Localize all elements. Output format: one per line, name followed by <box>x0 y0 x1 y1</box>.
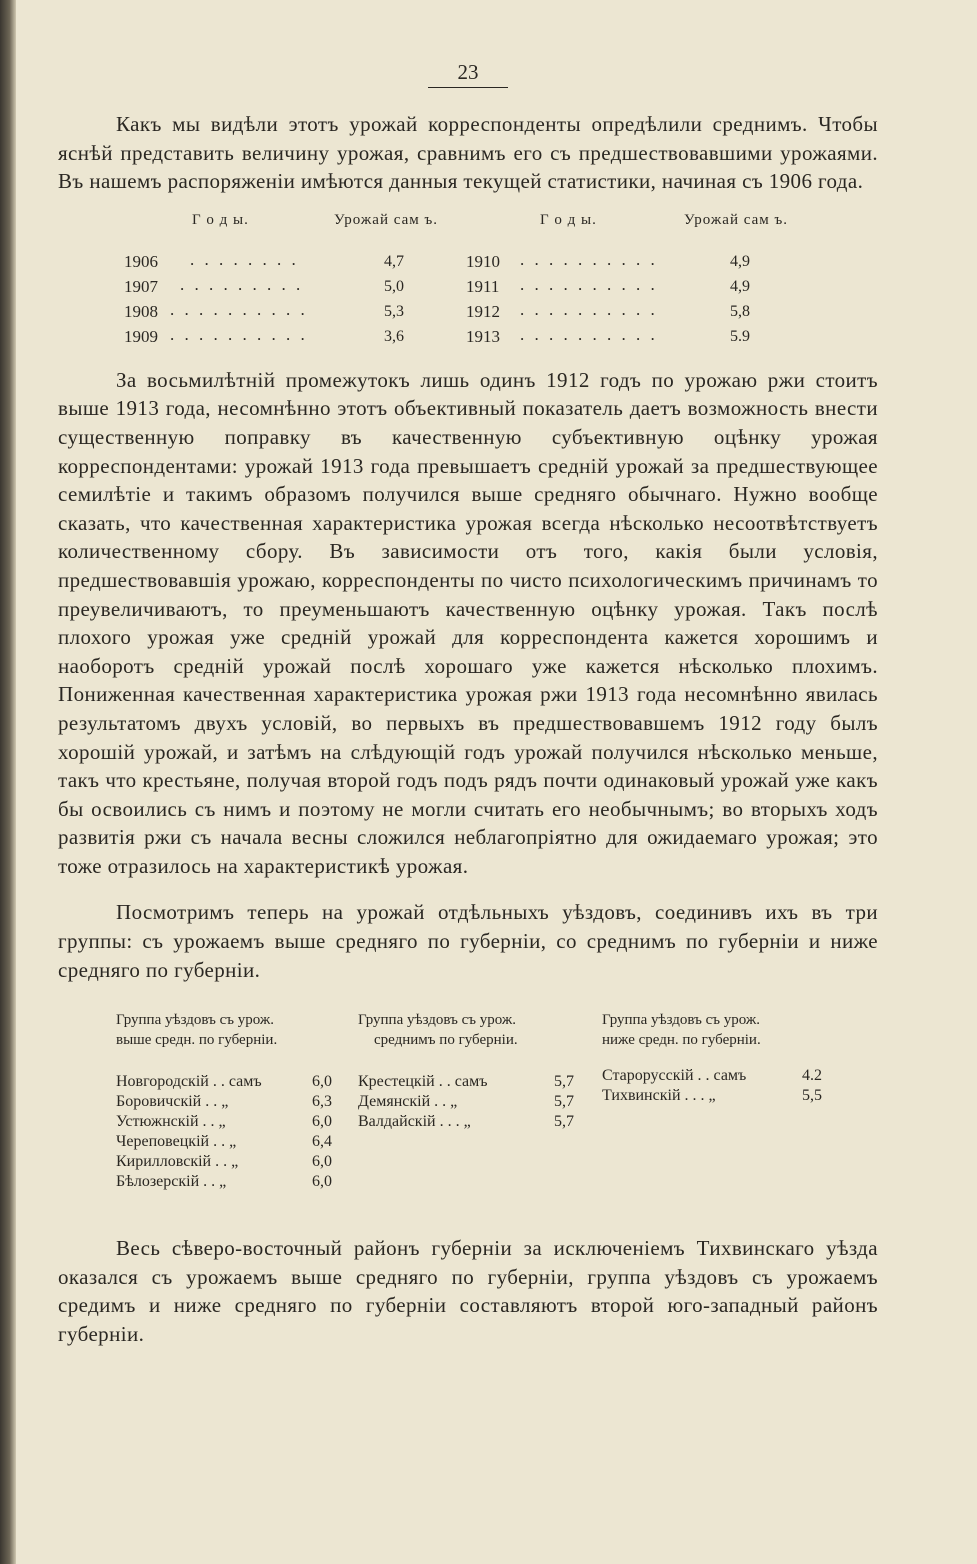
leader-dots: . . . . . . . . . <box>180 274 304 294</box>
district-name: Тихвинскій . . . „ <box>602 1087 716 1105</box>
group-heading-line: Группа уѣздовъ съ урож. <box>358 1012 517 1029</box>
paragraph-4: Весь сѣверо-восточный районъ губерніи за исключеніемъ Тихвинскаго уѣзда оказался съ урожаемъ выше средняго по губерніи, группа уѣздовъ съ урожаемъ средимъ и ниже средняго по губерніи составляютъ второй юго-западный районъ губерніи. <box>58 1236 878 1347</box>
page-number-rule <box>428 87 508 88</box>
district-yield: 6,3 <box>312 1093 332 1111</box>
yield-cell: 3,6 <box>384 327 404 345</box>
paragraph-2: За восьмилѣтній промежутокъ лишь одинъ 1912 годъ по урожаю ржи стоитъ выше 1913 года, несомнѣнно этотъ объективный показатель даетъ возможность внести существенную поправку въ качественную субъективную оцѣнку урожая корреспондентами: урожай 1913 года превышаетъ средній урожай за предшествующее семилѣтіе и такимъ образомъ получился выше средняго обычнаго. Нужно вообще сказать, что качественная характеристика урожая всегда нѣсколько несоотвѣтствуетъ количественному сбору. Въ зависимости отъ того, какія были условія, предшествовавшія урожаю, корреспонденты по чисто психологическимъ причинамъ то преувеличиваютъ, то преуменьшаютъ качественную оцѣнку урожая. Такъ послѣ плохого урожая уже средній урожай для корреспондента кажется хорошимъ и наоборотъ средній урожай послѣ хорошаго уже кажется нѣсколько плохимъ. Пониженная качественная характеристика урожая ржи 1913 года несомнѣнно явилась результатомъ двухъ условій, во первыхъ въ предшествовавшемъ 1912 году былъ хорошій урожай, и затѣмъ на слѣдующій годъ урожай получился нѣсколько меньше, такъ что крестьяне, получая второй годъ подъ рядъ почти одинаковый урожай уже какъ бы освоились съ нимъ и поэтому не могли считать его необычнымъ; во вторыхъ ходъ развитія ржи съ начала весны сложился неблагопріятно для ожидаемаго урожая; это тоже отразилось на характеристикѣ урожая. <box>58 367 878 878</box>
year-cell: 1912 <box>466 301 500 321</box>
year-cell: 1911 <box>466 276 500 296</box>
district-name: Череповецкій . . „ <box>116 1133 237 1151</box>
yield-cell: 5,8 <box>730 302 750 320</box>
district-name: Кирилловскій . . „ <box>116 1153 239 1171</box>
district-name: Крестецкій . . самъ <box>358 1073 488 1091</box>
yield-cell: 4,9 <box>730 252 750 270</box>
district-yield: 6,0 <box>312 1153 332 1171</box>
book-spine-shadow <box>0 0 16 1564</box>
year-cell: 1907 <box>124 276 158 296</box>
district-yield: 5,5 <box>802 1087 822 1105</box>
group-heading-line: выше средн. по губерніи. <box>116 1032 278 1049</box>
district-row <box>116 1112 334 1132</box>
page-number: 23 <box>457 60 479 84</box>
yield-cell: 5,3 <box>384 302 404 320</box>
group-average-heading <box>358 1010 518 1050</box>
district-yield: 5,7 <box>554 1113 574 1131</box>
group-heading-line: среднимъ по губерніи. <box>374 1032 518 1049</box>
district-row <box>602 1086 824 1106</box>
yield-cell: 4,9 <box>730 277 750 295</box>
district-name: Валдайскій . . . „ <box>358 1113 471 1131</box>
district-row <box>116 1172 334 1192</box>
paragraph-1: Какъ мы видѣли этотъ урожай корреспонденты опредѣлили среднимъ. Чтобы яснѣй представить величину урожая, сравнимъ его съ предшествовавшими урожаями. Въ нашемъ распоряженіи имѣются данныя текущей статистики, начиная съ 1906 года. <box>58 112 878 194</box>
group-above-average-heading <box>116 1010 277 1050</box>
district-name: Новгородскій . . самъ <box>116 1073 262 1091</box>
district-name: Бѣлозерскій . . „ <box>116 1173 227 1191</box>
district-row <box>116 1072 334 1092</box>
district-row <box>116 1092 334 1112</box>
years-header-left: Г о д ы. <box>192 211 249 228</box>
group-heading-line: ниже средн. по губерніи. <box>602 1032 761 1049</box>
leader-dots: . . . . . . . . <box>190 249 299 269</box>
year-cell: 1906 <box>124 251 158 271</box>
paragraph-3: Посмотримъ теперь на урожай отдѣльныхъ уѣздовъ, соединивъ ихъ въ три группы: съ урожаемъ выше средняго по губерніи, со среднимъ по губерніи и ниже средняго по губерніи. <box>58 900 878 982</box>
district-name: Устюжнскій . . „ <box>116 1113 226 1131</box>
district-yield: 4.2 <box>802 1067 822 1085</box>
yield-by-year-table <box>124 211 878 346</box>
leader-dots: . . . . . . . . . . <box>520 299 658 319</box>
leader-dots: . . . . . . . . . . <box>520 274 658 294</box>
district-name: Демянскій . . „ <box>358 1093 458 1111</box>
district-yield: 5,7 <box>554 1093 574 1111</box>
district-row <box>358 1112 578 1132</box>
district-yield: 5,7 <box>554 1073 574 1091</box>
group-heading-line: Группа уѣздовъ съ урож. <box>116 1012 275 1029</box>
district-row <box>358 1072 578 1092</box>
district-yield: 6,0 <box>312 1173 332 1191</box>
yield-header-right: Урожай сам ъ. <box>684 211 788 228</box>
leader-dots: . . . . . . . . . . <box>520 249 658 269</box>
yield-cell: 5,0 <box>384 277 404 295</box>
leader-dots: . . . . . . . . . . <box>170 324 308 344</box>
year-cell: 1909 <box>124 326 158 346</box>
district-name: Боровичскій . . „ <box>116 1093 229 1111</box>
district-row <box>358 1092 578 1112</box>
yield-cell: 5.9 <box>730 327 750 345</box>
year-cell: 1908 <box>124 301 158 321</box>
yield-cell: 4,7 <box>384 252 404 270</box>
leader-dots: . . . . . . . . . . <box>170 299 308 319</box>
yield-header-left: Урожай сам ъ. <box>334 211 438 228</box>
district-name: Старорусскій . . самъ <box>602 1067 747 1085</box>
district-row <box>602 1066 824 1086</box>
group-heading-line: Группа уѣздовъ съ урож. <box>602 1012 761 1029</box>
year-cell: 1913 <box>466 326 500 346</box>
district-row <box>116 1152 334 1172</box>
district-row <box>116 1132 334 1152</box>
leader-dots: . . . . . . . . . . <box>520 324 658 344</box>
years-header-right: Г о д ы. <box>540 211 597 228</box>
document-page <box>58 60 878 1349</box>
district-groups <box>58 1010 878 1200</box>
district-yield: 6,0 <box>312 1073 332 1091</box>
year-cell: 1910 <box>466 251 500 271</box>
group-below-average-heading <box>602 1010 761 1050</box>
district-yield: 6,0 <box>312 1113 332 1131</box>
district-yield: 6,4 <box>312 1133 332 1151</box>
